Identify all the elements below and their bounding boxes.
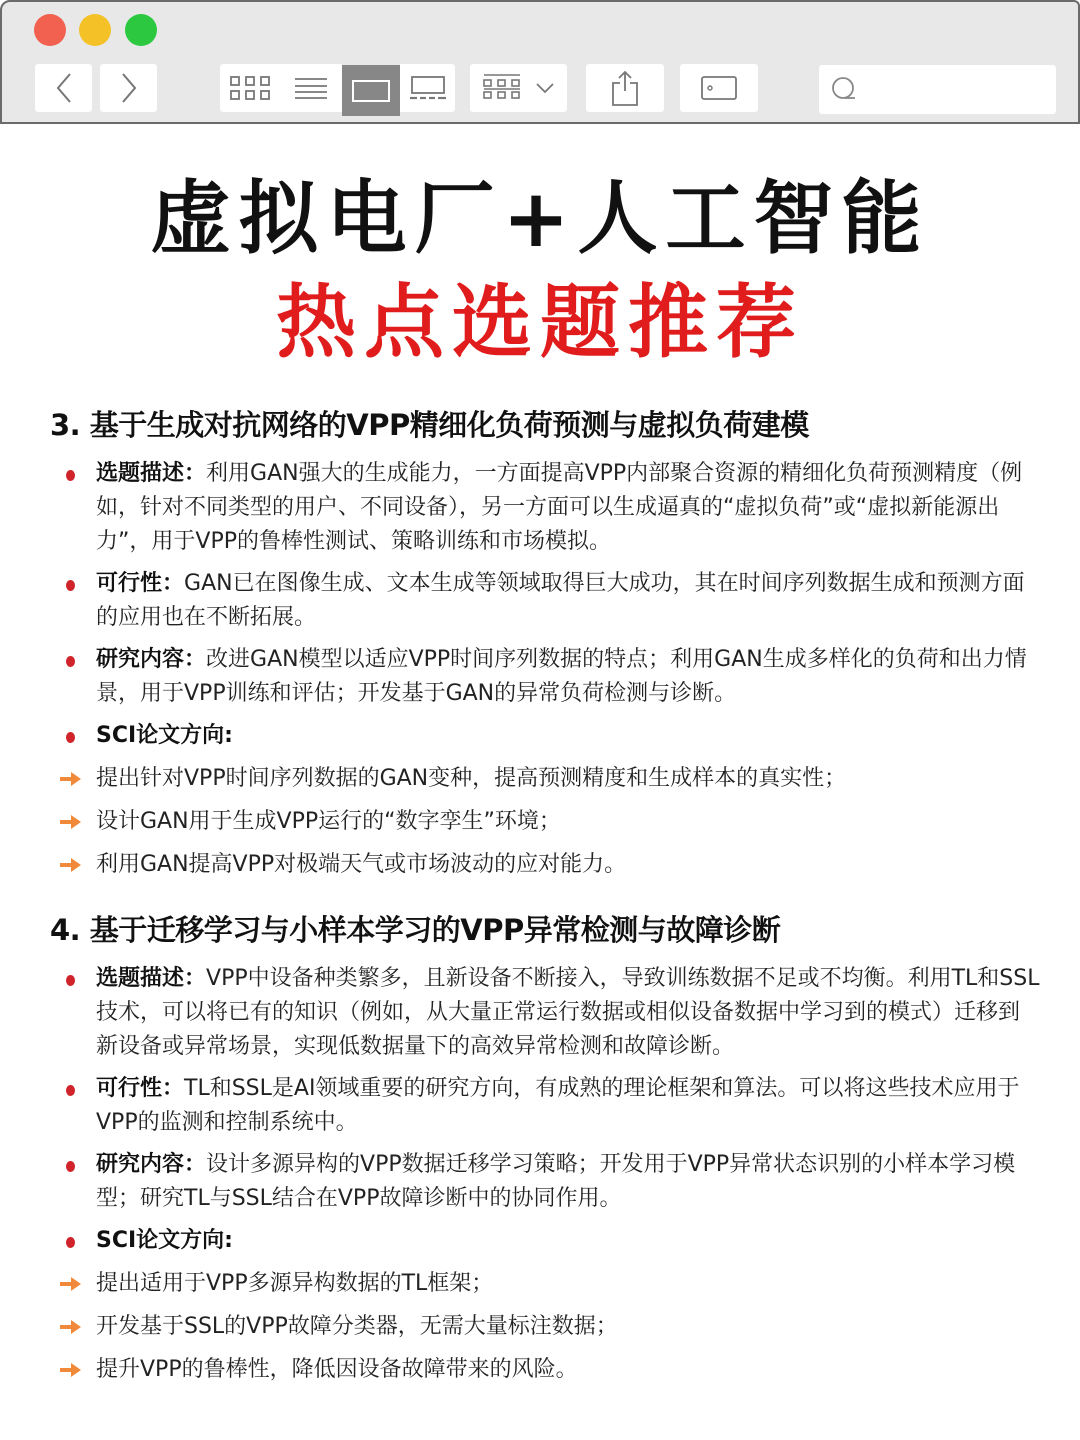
- list-item-research-content: [50, 1148, 1040, 1216]
- search-input[interactable]: [819, 65, 1056, 114]
- bullet-dot-icon: [66, 1085, 75, 1096]
- item-text: VPP中设备种类繁多，且新设备不断接入，导致训练数据不足或不均衡。利用TL和SSL技术，可以将已有的知识（例如，从大量正常运行数据或相似设备数据中学习到的模式）迁移到新设备或异常场景，实现低数据量下的高效异常检测和故障诊断。: [96, 966, 1040, 1059]
- direction-item: [50, 1353, 1040, 1387]
- item-text: TL和SSL是AI领域重要的研究方向，有成熟的理论框架和算法。可以将这些技术应用于VPP的监测和控制系统中。: [96, 1076, 1020, 1135]
- list-item-description: [50, 457, 1040, 559]
- item-label: 研究内容：: [96, 1152, 207, 1177]
- item-label: 选题描述：: [96, 966, 207, 991]
- share-icon: [611, 69, 639, 107]
- zoom-window-button[interactable]: [125, 14, 157, 46]
- bullet-dot-icon: [66, 732, 75, 743]
- arrow-right-icon: [60, 1276, 82, 1292]
- bullet-dot-icon: [66, 975, 75, 986]
- direction-item: [50, 762, 1040, 796]
- arrow-right-icon: [60, 857, 82, 873]
- list-item-description: [50, 962, 1040, 1064]
- list-item-feasibility: [50, 567, 1040, 635]
- gallery-icon: [351, 79, 391, 103]
- direction-item: [50, 805, 1040, 839]
- tag-icon: [700, 75, 738, 101]
- list-icon: [294, 76, 328, 100]
- direction-text: 提出适用于VPP多源异构数据的TL框架；: [96, 1271, 494, 1296]
- share-button[interactable]: [586, 64, 664, 112]
- section-heading: 3. 基于生成对抗网络的VPP精细化负荷预测与虚拟负荷建模: [50, 408, 809, 442]
- direction-text: 设计GAN用于生成VPP运行的“数字孪生”环境；: [96, 809, 561, 834]
- item-text: 改进GAN模型以适应VPP时间序列数据的特点；利用GAN生成多样化的负荷和出力情景，用于VPP训练和评估；开发基于GAN的异常负荷检测与诊断。: [96, 647, 1027, 706]
- item-label: 研究内容：: [96, 647, 207, 672]
- back-button[interactable]: [35, 64, 92, 112]
- window-titlebar: [0, 0, 1080, 124]
- tag-button[interactable]: [680, 64, 758, 112]
- arrow-right-icon: [60, 1319, 82, 1335]
- bullet-dot-icon: [66, 1237, 75, 1248]
- topic-section-3: [50, 405, 1040, 891]
- icon-view-button[interactable]: [220, 64, 280, 112]
- item-text: 设计多源异构的VPP数据迁移学习策略；开发用于VPP异常状态识别的小样本学习模型；研究TL与SSL结合在VPP故障诊断中的协同作用。: [96, 1152, 1016, 1211]
- list-item-sci-direction: [50, 1224, 1040, 1258]
- arrow-right-icon: [60, 814, 82, 830]
- cover-flow-icon: [409, 75, 447, 101]
- bullet-dot-icon: [66, 1161, 75, 1172]
- arrow-right-icon: [60, 771, 82, 787]
- item-text: GAN已在图像生成、文本生成等领域取得巨大成功，其在时间序列数据生成和预测方面的应用也在不断拓展。: [96, 571, 1025, 630]
- list-item-research-content: [50, 643, 1040, 711]
- item-label: 选题描述：: [96, 461, 207, 486]
- cover-flow-view-button[interactable]: [400, 64, 455, 112]
- item-label: SCI论文方向:: [96, 723, 233, 748]
- bullet-dot-icon: [66, 656, 75, 667]
- item-label: 可行性：: [96, 571, 185, 596]
- group-by-button[interactable]: [470, 64, 567, 112]
- direction-item: [50, 1310, 1040, 1344]
- bullet-dot-icon: [66, 470, 75, 481]
- direction-text: 提出针对VPP时间序列数据的GAN变种，提高预测精度和生成样本的真实性；: [96, 766, 847, 791]
- group-grid-icon: [482, 73, 522, 103]
- list-item-feasibility: [50, 1072, 1040, 1140]
- arrow-right-icon: [60, 1362, 82, 1378]
- minimize-window-button[interactable]: [79, 14, 111, 46]
- chevron-left-icon: [54, 71, 74, 105]
- page-title: 虚拟电厂+人工智能: [150, 172, 930, 265]
- item-label: SCI论文方向:: [96, 1228, 233, 1253]
- direction-text: 开发基于SSL的VPP故障分类器，无需大量标注数据；: [96, 1314, 618, 1339]
- direction-text: 利用GAN提高VPP对极端天气或市场波动的应对能力。: [96, 852, 627, 877]
- search-icon: [831, 76, 859, 104]
- list-view-button[interactable]: [280, 64, 342, 112]
- section-heading: 4. 基于迁移学习与小样本学习的VPP异常检测与故障诊断: [50, 913, 781, 947]
- direction-text: 提升VPP的鲁棒性，降低因设备故障带来的风险。: [96, 1357, 578, 1382]
- forward-button[interactable]: [100, 64, 157, 112]
- bullet-dot-icon: [66, 580, 75, 591]
- close-window-button[interactable]: [34, 14, 66, 46]
- chevron-right-icon: [119, 71, 139, 105]
- gallery-view-button[interactable]: [342, 65, 400, 116]
- direction-item: [50, 1267, 1040, 1301]
- list-item-sci-direction: [50, 719, 1040, 753]
- page-subtitle: 热点选题推荐: [276, 276, 804, 369]
- item-text: 利用GAN强大的生成能力，一方面提高VPP内部聚合资源的精细化负荷预测精度（例如，针对不同类型的用户、不同设备），另一方面可以生成逼真的“虚拟负荷”或“虚拟新能源出力”，用于VPP的鲁棒性测试、策略训练和市场模拟。: [96, 461, 1023, 554]
- chevron-down-icon: [534, 81, 556, 95]
- direction-item: [50, 848, 1040, 882]
- item-label: 可行性：: [96, 1076, 185, 1101]
- document-content: [0, 126, 1080, 1440]
- topic-section-4: [50, 910, 1040, 1396]
- icon-grid-icon: [229, 74, 271, 102]
